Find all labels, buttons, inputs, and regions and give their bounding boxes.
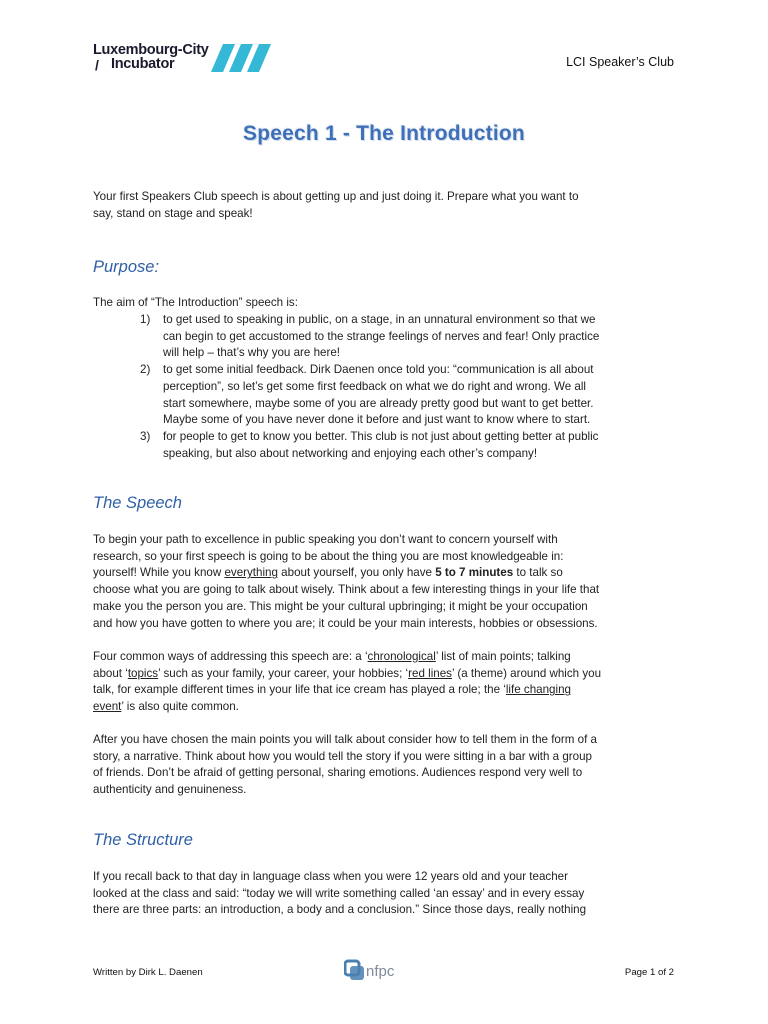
list-number: 1): [140, 313, 151, 326]
luxembourg-city-incubator-logo: [93, 42, 268, 74]
list-line: Maybe some of you have never done it before and just want to know where to start.: [163, 413, 591, 427]
paragraph-line: authenticity and genuineness.: [93, 783, 247, 797]
paragraph-line: To begin your path to excellence in public speaking you don’t want to concern yourself with: [93, 533, 558, 546]
document-title: Speech 1 - The Introduction: [243, 122, 525, 145]
underlined-text: everything: [224, 566, 278, 580]
purpose-heading: Purpose:: [93, 258, 160, 276]
paragraph-line: [93, 565, 683, 582]
list-line: to get some initial feedback. Dirk Daenen once told you: “communication is all about: [163, 363, 594, 377]
purpose-list: [93, 312, 683, 462]
nfpc-logo-icon: [344, 955, 408, 983]
text-span: ’ (a theme) around which you: [451, 666, 602, 680]
paragraph-line: [93, 682, 683, 699]
text-span: about ‘: [93, 666, 128, 680]
footer-page-number: Page 1 of 2: [624, 967, 674, 978]
text-span: to talk so: [513, 566, 563, 580]
speech-heading: The Speech: [93, 494, 182, 512]
intro-line: say, stand on stage and speak!: [93, 206, 253, 220]
structure-paragraph: [93, 869, 683, 919]
text-span: yourself! While you know: [93, 566, 225, 580]
paragraph-line: After you have chosen the main points you will talk about consider how to tell them in the form of a: [93, 733, 597, 746]
underlined-text: chronological: [367, 650, 436, 663]
list-line: will help – that’s why you are here!: [163, 346, 341, 360]
list-line: to get used to speaking in public, on a stage, in an unnatural environment so that we: [163, 313, 596, 326]
paragraph-line: story, a narrative. Think about how you would tell the story if you were sitting in a bar with a group: [93, 749, 593, 763]
logo-text-line2: Incubator: [111, 56, 175, 72]
list-number: 2): [140, 363, 151, 377]
purpose-lead: The aim of “The Introduction” speech is:: [93, 296, 298, 309]
footer-author: Written by Dirk L. Daenen: [93, 967, 203, 978]
paragraph-line: there are three parts: an introduction, a body and a conclusion.” Since those days, really nothing: [93, 903, 587, 917]
header-club-name: LCI Speaker’s Club: [566, 55, 674, 69]
list-line: start somewhere, maybe some of you are already pretty good but want to get better.: [163, 396, 594, 410]
underlined-text: red lines: [408, 666, 452, 680]
list-line: perception”, so let’s get some first feedback on what we do right and wrong. We all: [163, 379, 586, 393]
purpose-item-1: [93, 312, 683, 362]
intro-paragraph: [93, 189, 683, 222]
paragraph-line: of friends. Don’t be afraid of getting personal, sharing emotions. Audiences respond very well to: [93, 766, 583, 780]
bold-text: 5 to 7 minutes: [435, 566, 514, 580]
purpose-item-3: [93, 429, 683, 462]
paragraph-line: [93, 699, 683, 716]
logo-stripes-icon: [211, 44, 271, 72]
structure-heading: The Structure: [93, 831, 193, 849]
intro-line: Your first Speakers Club speech is about getting up and just doing it. Prepare what you want to: [93, 190, 579, 203]
speech-paragraph-1: [93, 532, 683, 632]
paragraph-line: and how you have gotten to where you are; it could be your main interests, hobbies or obsessions.: [93, 616, 598, 630]
list-line: can begin to get accustomed to the strange feelings of nerves and fear! Only practice: [163, 329, 600, 343]
logo-text-line1: Luxembourg-City: [93, 42, 209, 58]
text-span: ’ list of main points; talking: [435, 650, 571, 663]
underlined-text: topics: [127, 666, 159, 680]
list-number: 3): [140, 429, 151, 443]
paragraph-line: [93, 649, 683, 666]
text-span: ’ is also quite common.: [121, 700, 239, 714]
speech-paragraph-2: [93, 649, 683, 716]
paragraph-line: If you recall back to that day in language class when you were 12 years old and your teacher: [93, 870, 568, 883]
paragraph-line: research, so your first speech is going to be about the thing you are most knowledgeable in:: [93, 549, 564, 563]
text-span: Four common ways of addressing this speech are: a ‘: [93, 650, 368, 663]
underlined-text: event: [93, 700, 122, 714]
text-span: about yourself, you only have: [277, 566, 436, 580]
paragraph-line: [93, 666, 683, 683]
text-span: ’ such as your family, your career, your hobbies; ‘: [158, 666, 409, 680]
text-span: talk, for example different times in your life that ice cream has played a role; the ‘: [93, 683, 506, 697]
speech-paragraph-3: [93, 732, 683, 799]
paragraph-line: choose what you are going to talk about wisely. Think about a few interesting things in your life that: [93, 583, 600, 597]
purpose-item-2: [93, 362, 683, 429]
list-line: speaking, but also about networking and enjoying each other’s company!: [163, 446, 538, 460]
logo-slash: /: [95, 57, 99, 73]
paragraph-line: looked at the class and said: “today we will write something called ‘an essay’ and in every essay: [93, 886, 585, 900]
paragraph-line: make you the person you are. This might be your cultural upbringing; it might be your occupation: [93, 599, 588, 613]
list-line: for people to get to know you better. This club is not just about getting better at public: [163, 429, 599, 443]
underlined-text: life changing: [505, 683, 571, 697]
nfpc-logo-text: nfpc: [366, 963, 395, 980]
